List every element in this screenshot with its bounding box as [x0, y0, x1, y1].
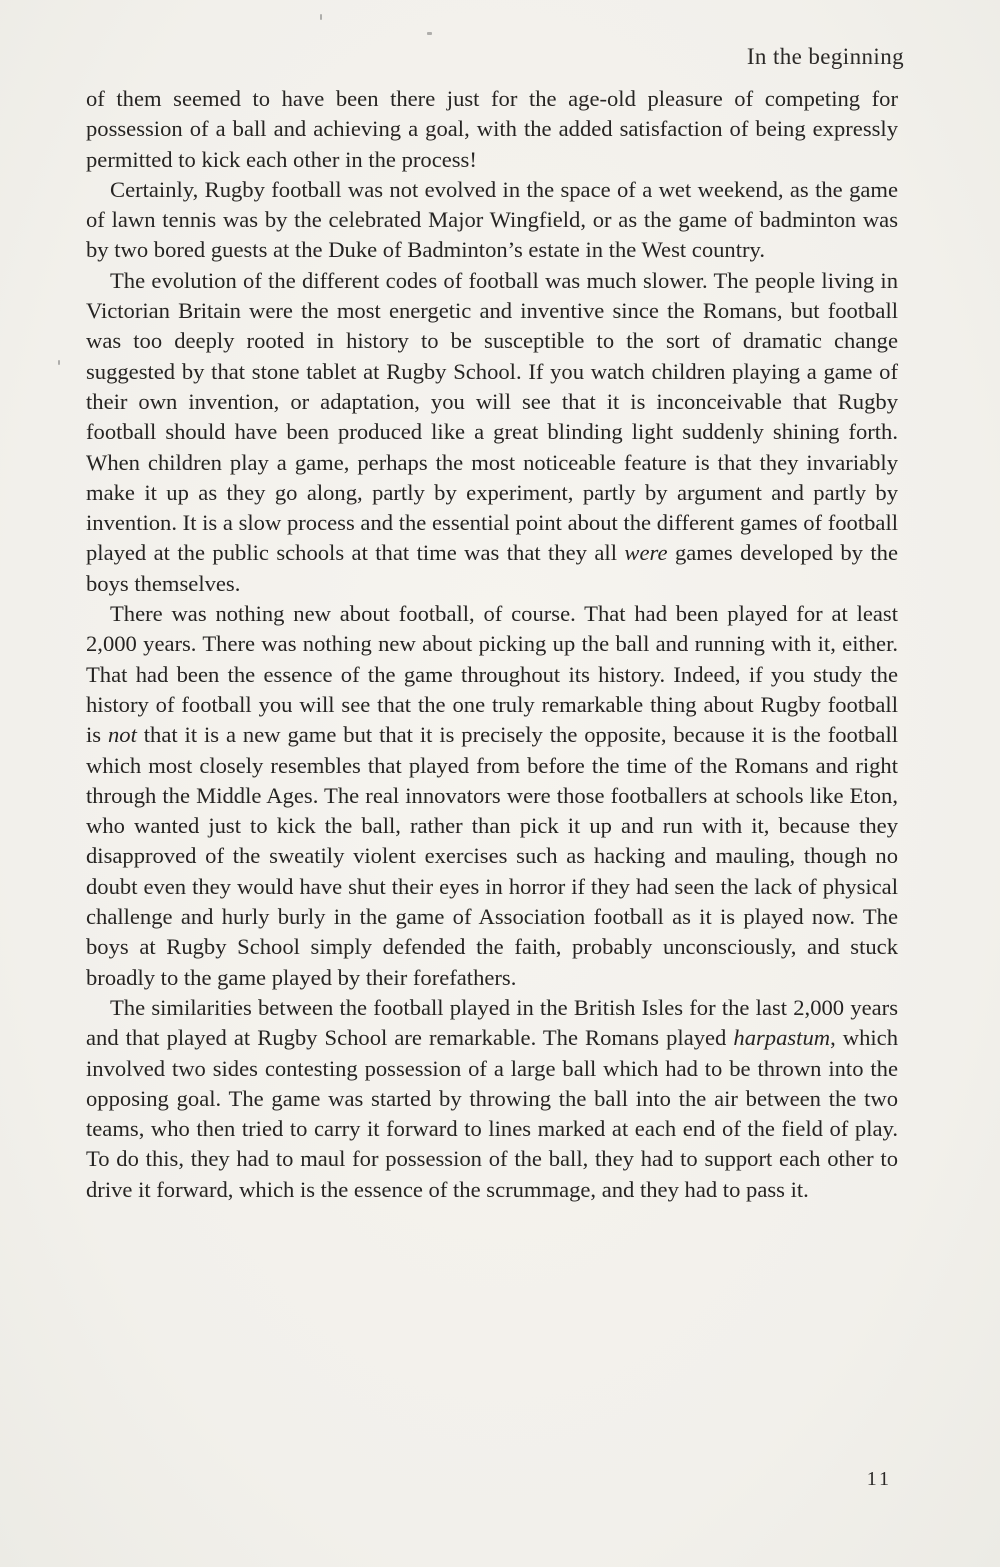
text-run: , which involved two sides contesting possession of a large ball which had to be thrown into the opposing goal. The game was started by throwing the ball into the air between the two teams, who then tried to carry it forward to lines marked at each end of the field of play. To do this, they had to maul for possession of the ball, they had to support each other to drive it forward, which is the essence of the scrummage, and they had to pass it.: [86, 1025, 898, 1202]
text-run: The similarities between the football played in the British Isles for the last 2,000 years and that played at Rugby School are remarkable. The Romans played: [86, 994, 898, 1051]
paragraph: [86, 599, 898, 993]
text-run: games developed by the boys themselves.: [86, 540, 899, 596]
body-text: [86, 84, 898, 1205]
print-speck: [58, 360, 60, 365]
paragraph: [86, 266, 898, 599]
paragraph: [86, 175, 898, 266]
text-run: The evolution of the different codes of football was much slower. The people living in Victorian Britain were the most energetic and inventive since the Romans, but football was too deeply rooted in history to be susceptible to the sort of dramatic change suggested by that stone tablet at Rugby School. If you watch children playing a game of their own invention, or adaptation, you will see that it is inconceivable that Rugby football should have been produced like a great blinding light suddenly shining forth. When children play a game, perhaps the most noticeable feature is that they invariably make it up as they go along, partly by experiment, partly by argument and partly by invention. It is a slow process and the essential point about the different games of football played at the public schools at that time was that they all: [86, 267, 898, 566]
italic-text: harpastum: [733, 1025, 831, 1051]
paragraph: [86, 84, 898, 175]
print-speck: [320, 14, 322, 20]
italic-text: not: [107, 722, 137, 748]
text-run: Certainly, Rugby football was not evolved in the space of a wet weekend, as the game of lawn tennis was by the celebrated Major Wingfield, or as the game of badminton was by two bored guests at the Duke of Badminton’s estate in the West country.: [86, 176, 898, 263]
page-number: 11: [866, 1468, 892, 1490]
text-run: of them seemed to have been there just for the age-old pleasure of competing for possession of a ball and achieving a goal, with the added satisfaction of being expressly permitted to kick each other in the process!: [86, 86, 898, 172]
text-run: that it is a new game but that it is precisely the opposite, because it is the football which most closely resembles that played from before the time of the Romans and right through the Middle Ages. The real innovators were those footballers at schools like Eton, who wanted just to kick the ball, rather than pick it up and run with it, because they disapproved of the sweatily violent exercises such as hacking and mauling, though no doubt even they would have shut their eyes in horror if they had seen the lack of physical challenge and hurly burly in the game of Association football as it is played now. The boys at Rugby School simply defended the faith, probably unconsciously, and stuck broadly to the game played by their forefathers.: [86, 722, 899, 990]
paragraph: [86, 993, 898, 1205]
italic-text: were: [624, 540, 668, 566]
running-head: In the beginning: [746, 44, 904, 69]
text-run: There was nothing new about football, of course. That had been played for at least 2,000 years. There was nothing new about picking up the ball and running with it, either. That had been the essence of the game throughout its history. Indeed, if you study the history of football you will see that the one truly remarkable thing about Rugby football is: [86, 601, 898, 748]
print-speck: [427, 32, 432, 35]
